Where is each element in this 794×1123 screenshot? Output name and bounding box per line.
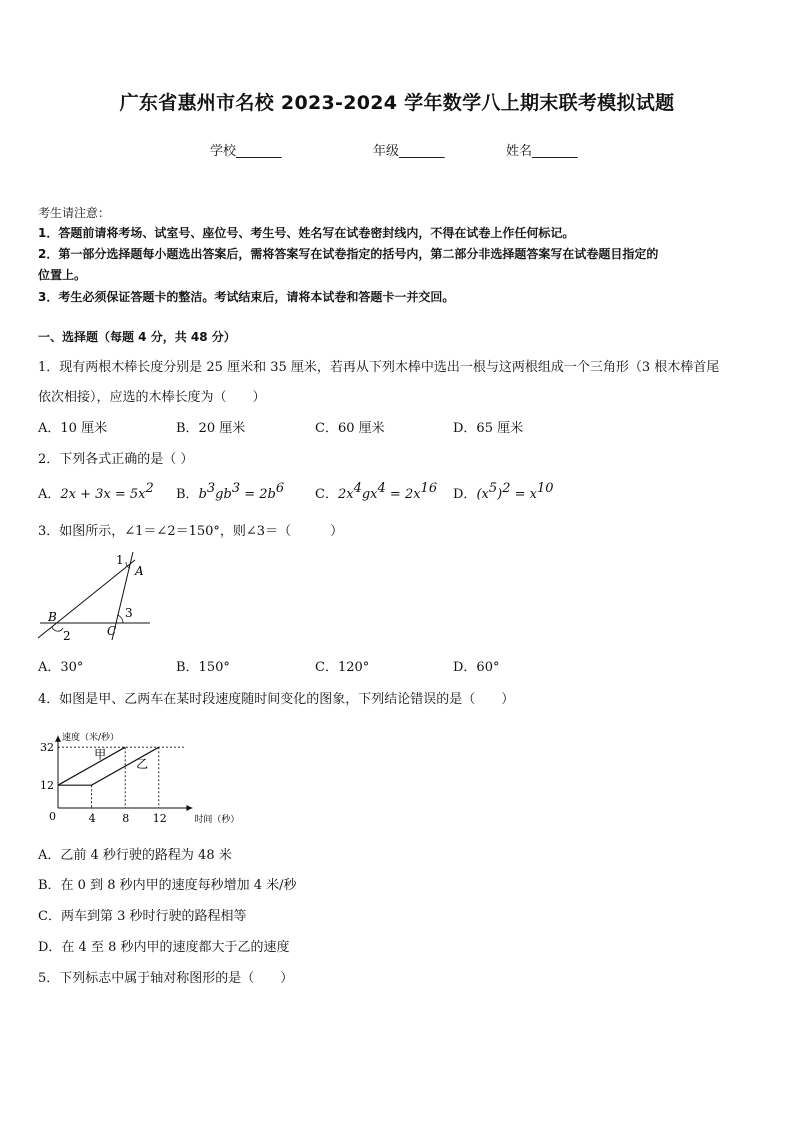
q1-stem-line1: 1．现有两根木棒长度分别是 25 厘米和 35 厘米，若再从下列木棒中选出一根与这两根组成一个三角形（3 根木棒首尾 <box>38 360 720 375</box>
q2-b-base: b <box>198 487 207 502</box>
line-ba <box>38 560 135 638</box>
x-tick-label: 4 <box>88 812 96 825</box>
q4-option-c[interactable]: C．两车到第 3 秒时行驶的路程相等 <box>38 909 247 924</box>
x-axis-label: 时间（秒） <box>194 815 240 825</box>
q3-stem: 3．如图所示，∠1＝∠2＝150°，则∠3＝（ ） <box>38 524 344 539</box>
series-label: 乙 <box>136 757 149 772</box>
label-b: B <box>48 610 57 624</box>
page-title: 广东省惠州市名校 2023-2024 学年数学八上期末联考模拟试题 <box>119 92 675 114</box>
q2-b-mid: gb <box>215 487 232 502</box>
q4-option-a[interactable]: A．乙前 4 秒行驶的路程为 48 米 <box>38 848 232 863</box>
q2-option-d[interactable] <box>453 483 554 502</box>
y-tick-label: 12 <box>40 779 54 793</box>
q2-option-b[interactable] <box>176 483 284 502</box>
q3-option-b[interactable]: B．150° <box>176 660 230 675</box>
q2-c-exp2: 4 <box>377 481 386 496</box>
name-field[interactable]: 姓名_______ <box>506 144 578 159</box>
q3-triangle-figure <box>30 548 160 648</box>
angle-2-arc <box>52 627 63 631</box>
q1-option-c[interactable]: C．60 厘米 <box>315 421 385 436</box>
series-label: 甲 <box>94 747 107 762</box>
q2-option-a[interactable] <box>38 483 154 502</box>
q4-option-b[interactable]: B．在 0 到 8 秒内甲的速度每秒增加 4 米/秒 <box>38 878 297 893</box>
label-2: 2 <box>63 629 71 643</box>
q2-d-lhs: (x <box>476 487 489 502</box>
q2-option-c-label: C． <box>315 487 338 502</box>
q2-d-rhs: = x <box>510 487 537 502</box>
q3-option-c[interactable]: C．120° <box>315 660 370 675</box>
grade-field[interactable]: 年级_______ <box>373 144 445 159</box>
q2-b-exp2: 3 <box>231 481 241 496</box>
label-3: 3 <box>125 606 133 620</box>
notice-item-2-cont: 位置上。 <box>38 268 87 282</box>
q2-d-exp2: 2 <box>502 481 511 496</box>
y-tick-label: 32 <box>40 741 54 755</box>
x-tick-label: 12 <box>152 812 167 825</box>
q3-option-a[interactable]: A．30° <box>38 660 84 675</box>
q4-option-d[interactable]: D．在 4 至 8 秒内甲的速度都大于乙的速度 <box>38 940 290 955</box>
y-axis-arrow <box>55 736 61 742</box>
q4-speed-time-chart <box>30 712 250 830</box>
label-a: A <box>135 564 144 578</box>
q1-option-d[interactable]: D．65 厘米 <box>453 421 524 436</box>
q2-option-d-label: D． <box>453 487 477 502</box>
school-field[interactable]: 学校_______ <box>210 144 282 159</box>
series-line <box>58 747 125 785</box>
notice-item-2: 2．第一部分选择题每小题选出答案后，需将答案写在试卷指定的括号内，第二部分非选择题答案写在试卷题目指定的 <box>38 247 659 261</box>
q2-option-a-label: A． <box>38 487 61 502</box>
x-axis-arrow <box>186 805 192 811</box>
q2-d-exp3: 10 <box>536 481 554 496</box>
q2-a-expression: 2x + 3x = 5x <box>60 487 146 502</box>
q2-stem: 2．下列各式正确的是（ ） <box>38 452 194 467</box>
q4-stem: 4．如图是甲、乙两车在某时段速度随时间变化的图象，下列结论错误的是（ ） <box>38 692 515 707</box>
q2-b-exp3: 6 <box>275 481 285 496</box>
q2-c-rhs: = 2x <box>385 487 421 502</box>
label-1: 1 <box>116 553 124 567</box>
q1-stem-line2: 依次相接），应选的木棒长度为（ ） <box>38 390 266 405</box>
q2-c-mid: gx <box>361 487 378 502</box>
q2-c-base: 2x <box>337 487 354 502</box>
q2-c-exp1: 4 <box>353 481 362 496</box>
notice-item-3: 3．考生必须保证答题卡的整洁。考试结束后，请将本试卷和答题卡一并交回。 <box>38 290 455 304</box>
q2-b-exp1: 3 <box>206 481 216 496</box>
notice-heading: 考生请注意： <box>38 206 111 220</box>
q2-c-exp3: 16 <box>420 481 438 496</box>
x-tick-label: 8 <box>122 812 130 825</box>
q3-option-d[interactable]: D．60° <box>453 660 500 675</box>
q2-a-exponent: 2 <box>145 481 154 496</box>
section-heading: 一、选择题（每题 4 分，共 48 分） <box>38 330 236 344</box>
y-axis-label: 速度（米/秒） <box>62 732 120 743</box>
q2-b-rhs: = 2b <box>240 487 276 502</box>
q1-option-a[interactable]: A．10 厘米 <box>38 421 108 436</box>
q5-stem: 5．下列标志中属于轴对称图形的是（ ） <box>38 971 294 986</box>
origin-label: 0 <box>49 810 56 823</box>
notice-item-1: 1．答题前请将考场、试室号、座位号、考生号、姓名写在试卷密封线内，不得在试卷上作任何标记。 <box>38 226 575 240</box>
q2-option-b-label: B． <box>176 487 199 502</box>
label-c: C <box>107 624 117 638</box>
q1-option-b[interactable]: B．20 厘米 <box>176 421 246 436</box>
q2-option-c[interactable] <box>315 483 437 502</box>
q2-d-mid: ) <box>497 487 503 502</box>
q2-d-exp1: 5 <box>488 481 498 496</box>
